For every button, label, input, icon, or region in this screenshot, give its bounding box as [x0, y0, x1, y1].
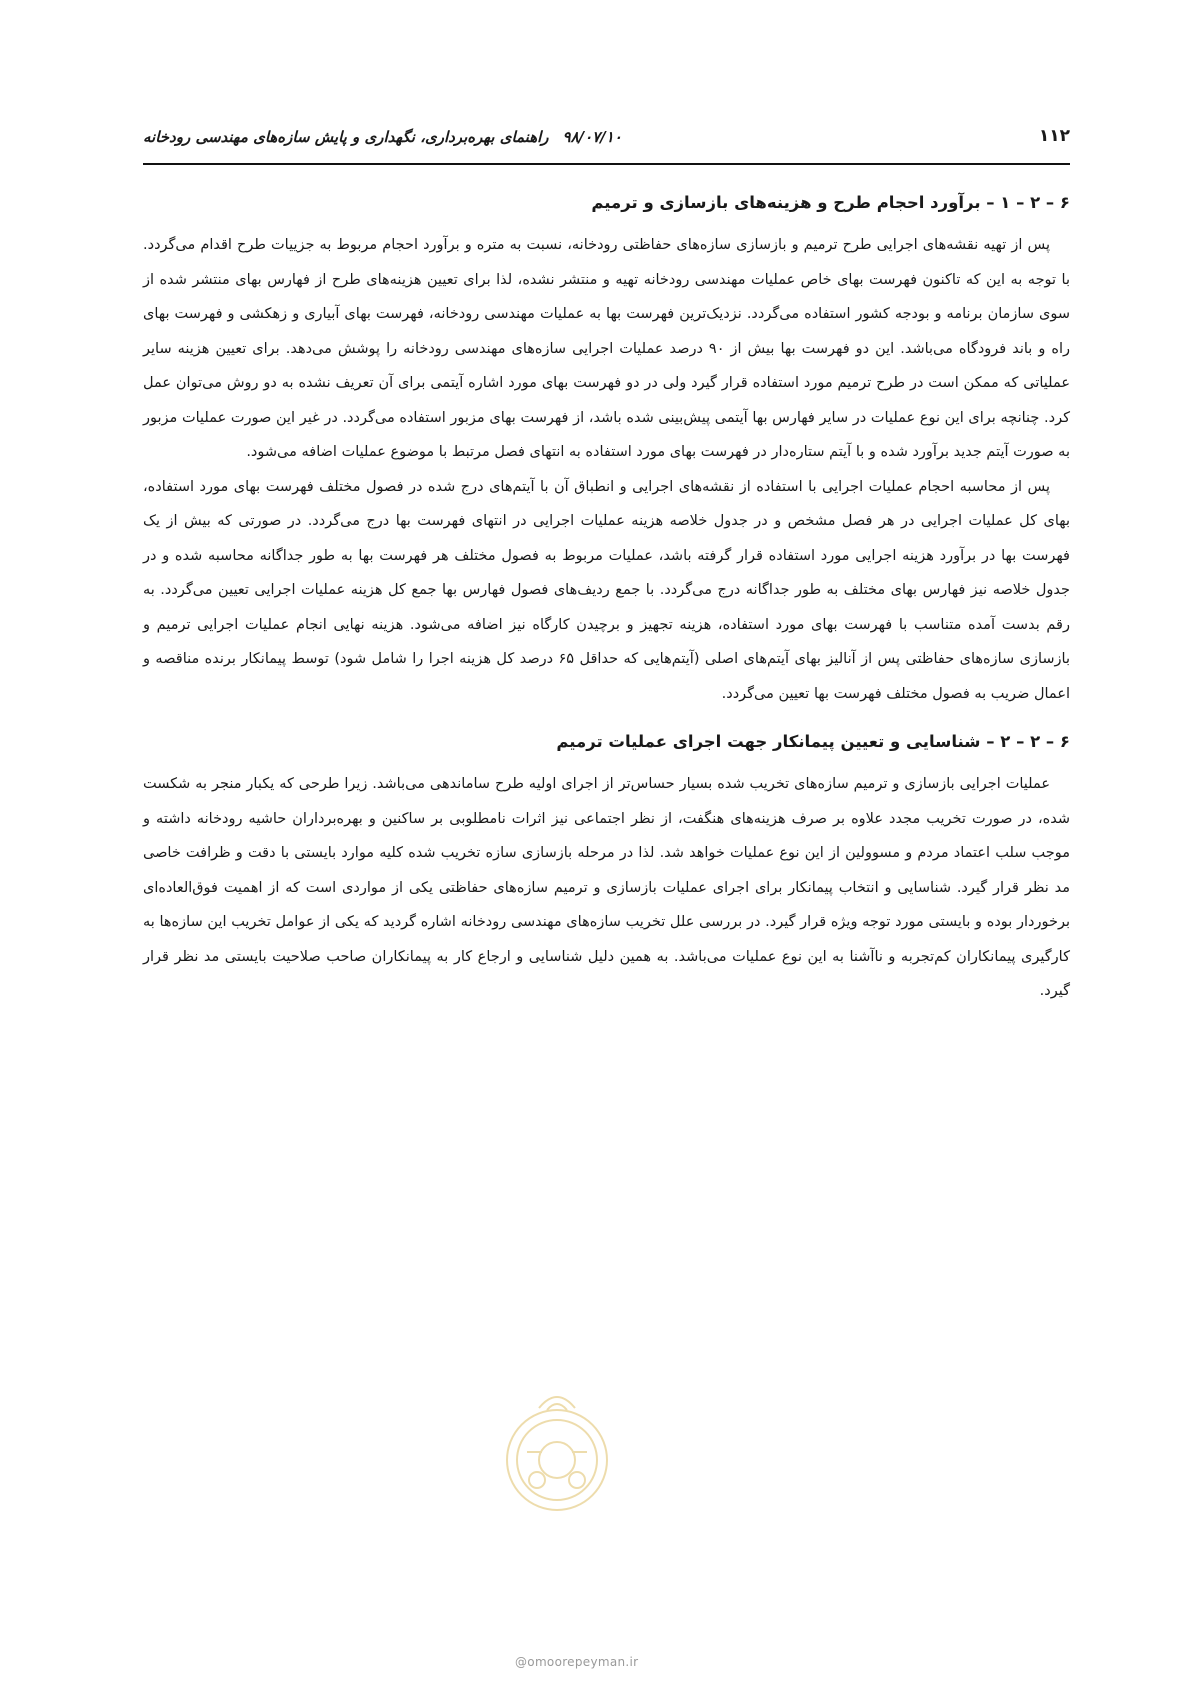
running-header [143, 128, 622, 146]
page-header [143, 124, 1070, 154]
page-number: ۱۱۲ [1038, 126, 1070, 146]
section-heading: ۶ – ۲ – ۲ – شناسایی و تعیین پیمانکار جهت اجرای عملیات ترمیم [556, 732, 1070, 751]
paragraph: عملیات اجرایی بازسازی و ترمیم سازه‌های تخریب شده بسیار حساس‌تر از اجرای اولیه طرح ساماندهی می‌باشد. زیرا طرحی که یکبار منجر به شکست شده، در صورت تخریب مجدد علاوه بر صرف هزینه‌های هنگفت، از نظر اجتماعی نیز اثرات نامطلوبی بر ساکنین و بهره‌برداران حاشیه رودخانه داشته و موجب سلب اعتماد مردم و مسوولین از این نوع عملیات خواهد شد. لذا در مرحله بازسازی سازه تخریب شده کلیه موارد بایستی با دقت و ظرافت خاصی مد نظر قرار گیرد. شناسایی و انتخاب پیمانکار برای اجرای عملیات بازسازی و ترمیم سازه‌های حفاظتی یکی از مواردی است که از اهمیت فوق‌العاده‌ای برخوردار بوده و بایستی مورد توجه ویژه قرار گیرد. در بررسی علل تخریب سازه‌های مهندسی رودخانه اشاره گردید که یکی از عوامل تخریب این سازه‌ها به کارگیری پیمانکاران کم‌تجربه و ناآشنا به این نوع عملیات می‌باشد. به همین دلیل شناسایی و ارجاع کار به پیمانکاران صاحب صلاحیت بایستی مد نظر قرار گیرد. [143, 776, 1070, 999]
watermark-seal-icon [497, 1380, 617, 1520]
header-title: راهنمای بهره‌برداری، نگهداری و پایش سازه‌های مهندسی رودخانه [143, 128, 549, 146]
section-gap [143, 711, 1070, 725]
watermark-site: @omoorepeyman.ir [515, 1655, 639, 1669]
paragraph: پس از تهیه نقشه‌های اجرایی طرح ترمیم و بازسازی سازه‌های حفاظتی رودخانه، نسبت به متره و برآورد احجام مربوط به جزییات طرح اقدام می‌گردد. با توجه به این که تاکنون فهرست بهای خاص عملیات مهندسی رودخانه تهیه و منتشر نشده، لذا برای تعیین هزینه‌های طرح از فهارس بهای منتشر شده از سوی سازمان برنامه و بودجه کشور استفاده می‌گردد. نزدیک‌ترین فهرست بها به عملیات مهندسی رودخانه، فهرست بهای آبیاری و زهکشی و فهرست بهای راه و باند فرودگاه می‌باشد. این دو فهرست بها بیش از ۹۰ درصد عملیات اجرایی سازه‌های مهندسی رودخانه را پوشش می‌دهد. برای تعیین هزینه سایر عملیاتی که ممکن است در طرح ترمیم مورد استفاده قرار گیرد ولی در دو فهرست بهای مورد اشاره آیتمی برای آن تعریف نشده به دو روش می‌توان عمل کرد. چنانچه برای این نوع عملیات در سایر فهارس بها آیتمی پیش‌بینی شده باشد، از فهرست بهای مزبور استفاده می‌گردد. در غیر این صورت عملیات مزبور به صورت آیتم جدید برآورد شده و با آیتم ستاره‌دار در فهرست بهای مورد استفاده به انتهای فصل مرتبط با موضوع عملیات اضافه می‌شود. [143, 237, 1070, 460]
paragraph: پس از محاسبه احجام عملیات اجرایی با استفاده از نقشه‌های اجرایی و انطباق آن با آیتم‌های درج شده در فصول مختلف فهرست بهای مورد استفاده، بهای کل عملیات اجرایی در هر فصل مشخص و در جدول خلاصه هزینه عملیات اجرایی در انتهای فهرست بها درج می‌گردد. در صورتی که بیش از یک فهرست بها در برآورد هزینه اجرایی مورد استفاده قرار گرفته باشد، عملیات مربوط به فصول مختلف هر فهرست بها به طور جداگانه محاسبه شده و در جدول خلاصه نیز فهارس بهای مختلف به طور جداگانه درج می‌گردد. با جمع ردیف‌های فصول فهارس بها جمع کل هزینه عملیات اجرایی تعیین می‌گردد. به رقم بدست آمده متناسب با فهرست بهای مورد استفاده، هزینه تجهیز و برچیدن کارگاه نیز اضافه می‌شود. هزینه نهایی انجام عملیات اجرایی ترمیم و بازسازی سازه‌های حفاظتی پس از آنالیز بهای آیتم‌های اصلی (آیتم‌هایی که حداقل ۶۵ درصد کل هزینه اجرا را شامل شود) توسط پیمانکار برنده مناقصه و اعمال ضریب به فصول مختلف فهرست بها تعیین می‌گردد. [143, 478, 1070, 702]
section-heading: ۶ – ۲ – ۱ – برآورد احجام طرح و هزینه‌های بازسازی و ترمیم [591, 193, 1070, 212]
page-body [143, 186, 1070, 1009]
header-rule [143, 163, 1070, 165]
header-date: ۹۸/۰۷/۱۰ [562, 128, 622, 146]
